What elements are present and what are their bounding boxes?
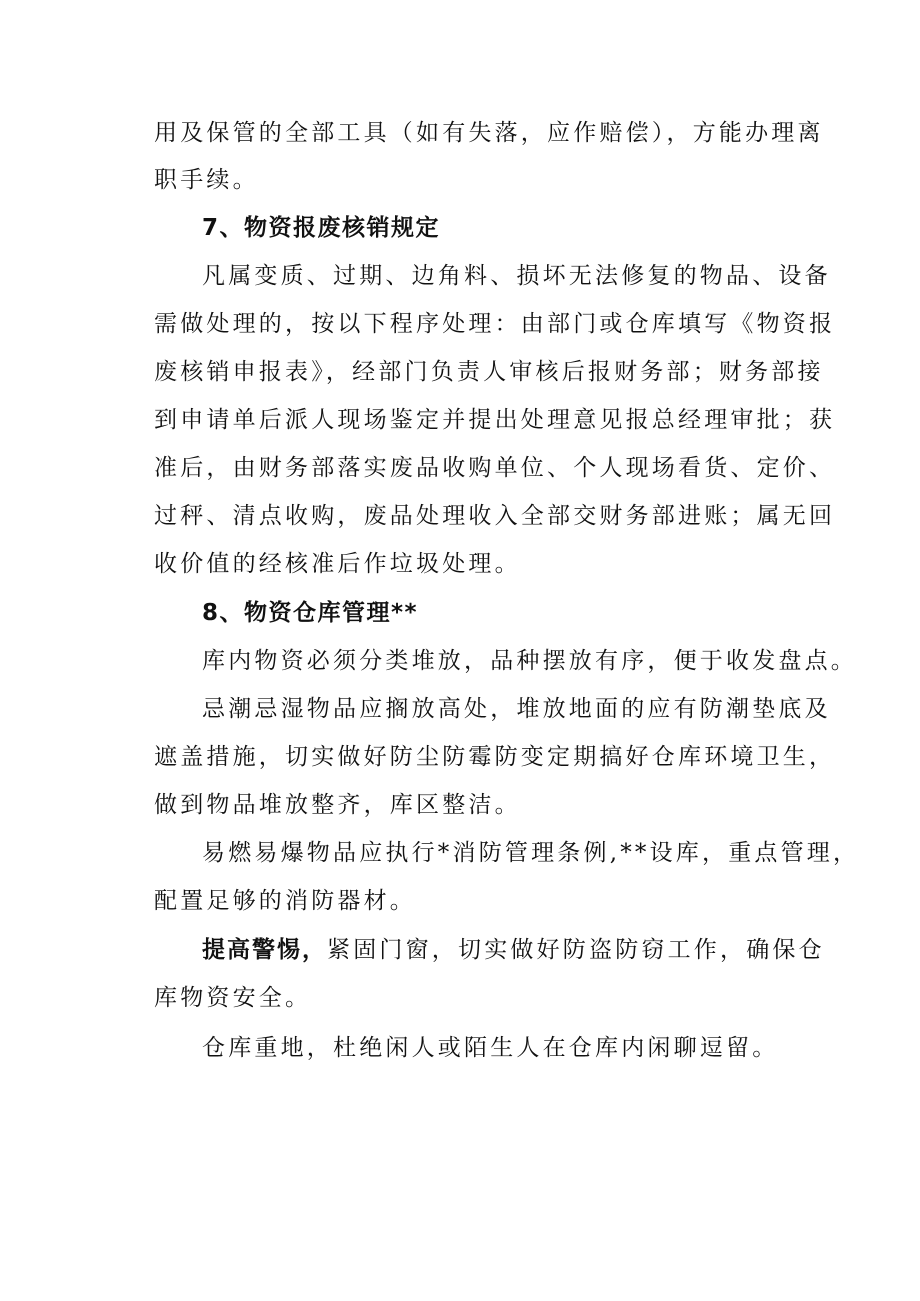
section-8-paragraph-3-line-2: 配置足够的消防器材。 bbox=[154, 888, 416, 914]
section-7-line-4: 到申请单后派人现场鉴定并提出处理意见报总经理审批；获 bbox=[154, 407, 836, 433]
section-8-heading: 8、物资仓库管理** bbox=[202, 600, 419, 626]
continuation-line-1: 用及保管的全部工具（如有失落，应作赔偿），方能办理离 bbox=[154, 120, 824, 146]
section-8-paragraph-3-line-1: 易燃易爆物品应执行*消防管理条例,**设库，重点管理， bbox=[202, 840, 860, 866]
section-8-paragraph-1: 库内物资必须分类堆放，品种摆放有序，便于收发盘点。 bbox=[202, 648, 857, 674]
section-8-paragraph-2-line-1: 忌潮忌湿物品应搁放高处，堆放地面的应有防潮垫底及 bbox=[202, 696, 831, 722]
section-7-line-2: 需做处理的，按以下程序处理：由部门或仓库填写《物资报 bbox=[154, 311, 836, 337]
section-8-paragraph-5: 仓库重地，杜绝闲人或陌生人在仓库内闲聊逗留。 bbox=[202, 1035, 779, 1061]
section-8-paragraph-4-line-2: 库物资安全。 bbox=[154, 985, 312, 1011]
paragraph-4-rest: 紧固门窗，切实做好防盗防窃工作，确保仓 bbox=[327, 937, 825, 963]
section-7-line-3: 废核销申报表》，经部门负责人审核后报财务部；财务部接 bbox=[154, 359, 824, 385]
section-7-line-1: 凡属变质、过期、边角料、损坏无法修复的物品、设备 bbox=[202, 263, 831, 289]
section-8-paragraph-2-line-2: 遮盖措施，切实做好防尘防霉防变定期搞好仓库环境卫生， bbox=[154, 744, 836, 770]
section-7-line-7: 收价值的经核准后作垃圾处理。 bbox=[154, 551, 521, 577]
section-7-line-5: 准后，由财务部落实废品收购单位、个人现场看货、定价、 bbox=[154, 455, 836, 481]
section-7-line-6: 过秤、清点收购，废品处理收入全部交财务部进账；属无回 bbox=[154, 503, 836, 529]
continuation-line-2: 职手续。 bbox=[154, 167, 259, 193]
section-8-paragraph-4-line-1 bbox=[202, 935, 825, 965]
paragraph-4-bold-lead: 提高警惕， bbox=[202, 937, 327, 963]
section-7-heading: 7、物资报废核销规定 bbox=[202, 215, 441, 241]
section-8-paragraph-2-line-3: 做到物品堆放整齐，库区整洁。 bbox=[154, 792, 521, 818]
